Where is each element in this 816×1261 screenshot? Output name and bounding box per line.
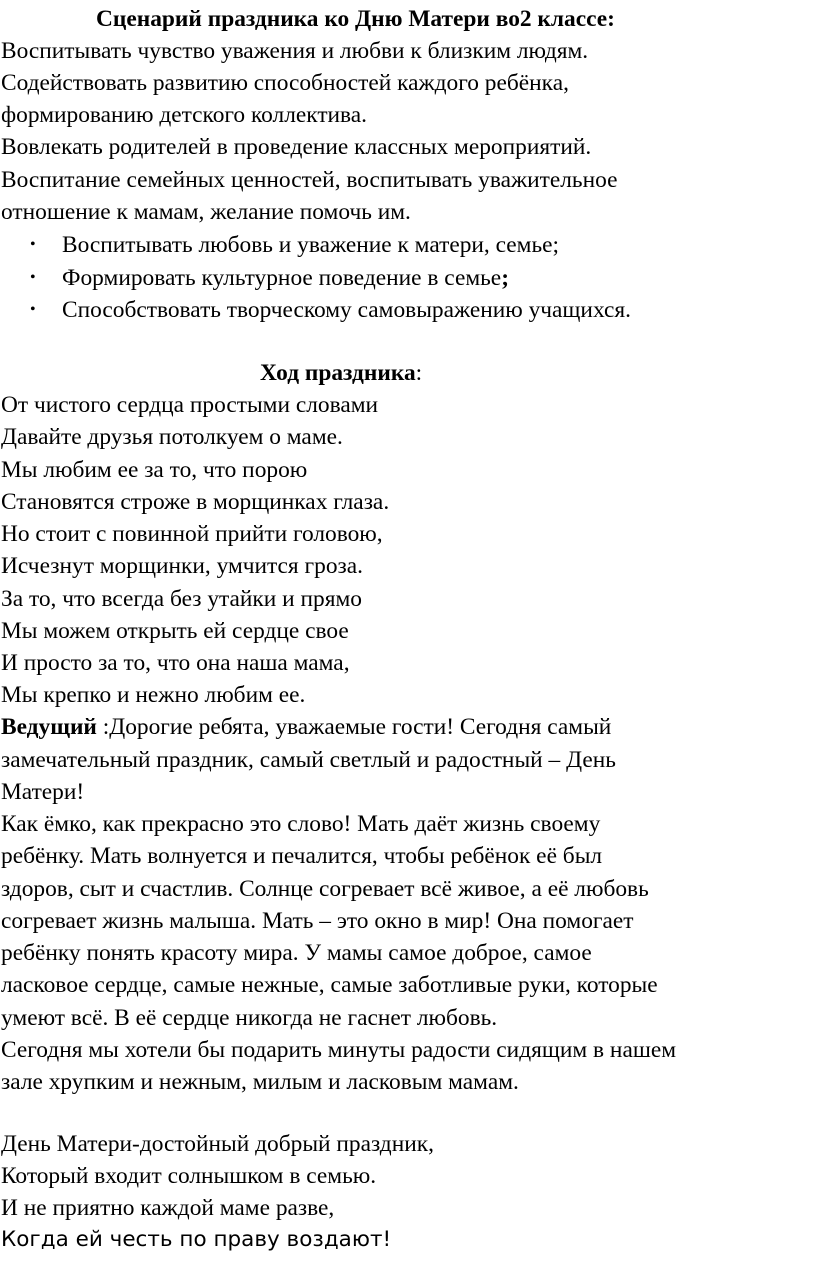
goal-line: Содействовать развитию способностей каждого ребёнка, <box>1 70 569 96</box>
bullet-text: Воспитывать любовь и уважение к матери, семье; <box>62 232 560 258</box>
host-line: зале хрупким и нежным, милым и ласковым мамам. <box>1 1069 519 1095</box>
section-heading-label: Ход праздника <box>260 360 416 386</box>
poem-line: Становятся строже в морщинках глаза. <box>1 489 390 515</box>
host-line: :Дорогие ребята, уважаемые гости! Сегодня самый <box>96 714 612 740</box>
poem-line: Но стоит с повинной прийти головою, <box>1 521 383 547</box>
poem-line: И не приятно каждой маме разве, <box>1 1195 335 1221</box>
speaker-label: Ведущий <box>1 714 97 740</box>
goal-line: отношение к мамам, желание помочь им. <box>1 199 411 225</box>
bullet-marker: • <box>30 236 36 253</box>
section-heading-colon: : <box>415 360 423 386</box>
poem-line: За то, что всегда без утайки и прямо <box>1 586 363 612</box>
poem-line: Исчезнут морщинки, умчится гроза. <box>1 553 363 579</box>
document-title: Сценарий праздника ко Дню Матери во2 классе: <box>96 6 615 32</box>
host-line: Как ёмко, как прекрасно это слово! Мать даёт жизнь своему <box>1 811 601 837</box>
host-intro <box>1 711 611 744</box>
host-line: ребёнку понять красоту мира. У мамы самое доброе, самое <box>1 940 592 966</box>
poem-line: Когда ей честь по праву воздают! <box>1 1227 392 1252</box>
host-line: замечательный праздник, самый светлый и радостный – День <box>1 747 616 773</box>
goal-line: Вовлекать родителей в проведение классных мероприятий. <box>1 134 592 160</box>
section-heading <box>260 357 422 390</box>
host-line: Матери! <box>1 779 85 805</box>
host-line: ласковое сердце, самые нежные, самые заботливые руки, которые <box>1 972 658 998</box>
bullet-tail: ; <box>501 265 509 291</box>
goal-line: Воспитание семейных ценностей, воспитывать уважительное <box>1 167 618 193</box>
poem-line: Мы крепко и нежно любим ее. <box>1 682 306 708</box>
bullet-item <box>30 294 631 327</box>
host-line: ребёнку. Мать волнуется и печалится, чтобы ребёнок её был <box>1 843 603 869</box>
goal-line: Воспитывать чувство уважения и любви к близким людям. <box>1 38 589 64</box>
host-line: Сегодня мы хотели бы подарить минуты радости сидящим в нашем <box>1 1037 677 1063</box>
host-line: умеют всё. В её сердце никогда не гаснет любовь. <box>1 1005 498 1031</box>
poem-line: И просто за то, что она наша мама, <box>1 650 350 676</box>
goal-line: формированию детского коллектива. <box>1 102 368 128</box>
bullet-marker: • <box>30 269 36 286</box>
poem-line: День Матери-достойный добрый праздник, <box>1 1131 434 1157</box>
bullet-text: Формировать культурное поведение в семье <box>62 265 502 291</box>
poem-line: Который входит солнышком в семью. <box>1 1163 377 1189</box>
poem-line: От чистого сердца простыми словами <box>1 392 379 418</box>
host-line: здоров, сыт и счастлив. Солнце согревает всё живое, а её любовь <box>1 876 649 902</box>
bullet-text: Способствовать творческому самовыражению учащихся. <box>62 297 631 323</box>
bullet-marker: • <box>30 301 36 318</box>
bullet-item <box>30 229 559 262</box>
poem-line: Мы можем открыть ей сердце свое <box>1 618 349 644</box>
poem-line: Давайте друзья потолкуем о маме. <box>1 424 343 450</box>
poem-line: Мы любим ее за то, что порою <box>1 457 308 483</box>
host-line: согревает жизнь малыша. Мать – это окно в мир! Она помогает <box>1 908 634 934</box>
bullet-item <box>30 262 509 295</box>
